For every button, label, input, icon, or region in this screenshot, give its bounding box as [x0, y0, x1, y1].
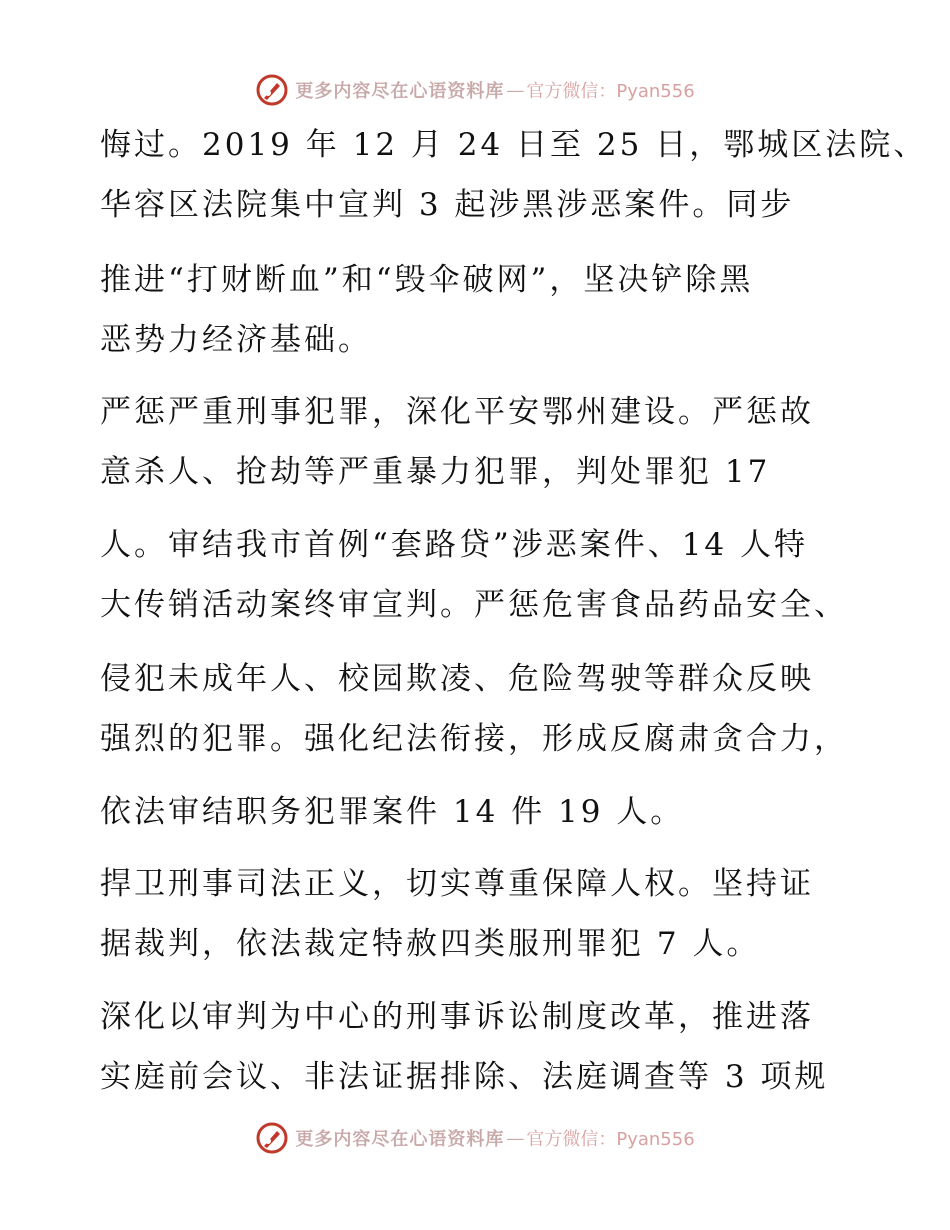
- text-line: 恶势力经济基础。: [100, 322, 372, 358]
- text-line: 推进“打财断血”和“毁伞破网”，坚决铲除黑: [100, 262, 754, 298]
- text-line: 依法审结职务犯罪案件 14 件 19 人。: [100, 794, 685, 830]
- text-line: 强烈的犯罪。强化纪法衔接，形成反腐肃贪合力，: [100, 721, 848, 757]
- text-line: 实庭前会议、非法证据排除、法庭调查等 3 项规: [100, 1059, 829, 1095]
- text-line: 深化以审判为中心的刑事诉讼制度改革，推进落: [100, 999, 814, 1035]
- text-line: 捍卫刑事司法正义，切实尊重保障人权。坚持证: [100, 866, 814, 902]
- banner-wechat: 官方微信：Pyan556: [526, 81, 695, 102]
- footer-banner: [0, 1118, 950, 1158]
- text-line: 人。审结我市首例“套路贷”涉恶案件、14 人特: [100, 527, 808, 563]
- text-line: 大传销活动案终审宣判。严惩危害食品药品安全、: [100, 587, 848, 623]
- text-line: 悔过。2019 年 12 月 24 日至 25 日，鄂城区法院、: [100, 127, 928, 163]
- banner-brand: 更多内容尽在心语资料库: [295, 1129, 505, 1150]
- banner-wechat: 官方微信：Pyan556: [526, 1129, 695, 1150]
- text-line: 严惩严重刑事犯罪，深化平安鄂州建设。严惩故: [100, 394, 814, 430]
- banner-separator: —: [506, 79, 525, 101]
- pen-logo-icon: [255, 1121, 289, 1155]
- banner-brand: 更多内容尽在心语资料库: [295, 81, 505, 102]
- text-line: 意杀人、抢劫等严重暴力犯罪，判处罪犯 17: [100, 454, 771, 490]
- text-line: 据裁判，依法裁定特赦四类服刑罪犯 7 人。: [100, 926, 761, 962]
- text-line: 华容区法院集中宣判 3 起涉黑涉恶案件。同步: [100, 187, 795, 223]
- text-line: 侵犯未成年人、校园欺凌、危险驾驶等群众反映: [100, 661, 814, 697]
- banner-separator: —: [506, 1127, 525, 1149]
